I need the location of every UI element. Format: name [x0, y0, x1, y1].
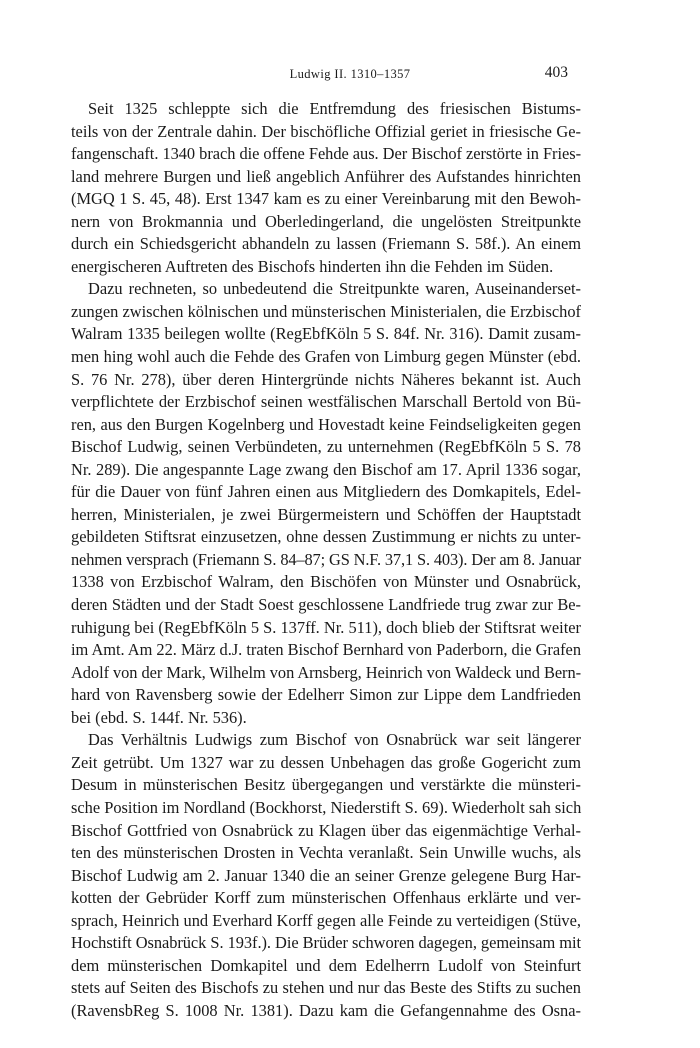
text-line: men hing wohl auch die Fehde des Grafen von Limburg gegen Münster (ebd.: [71, 347, 581, 367]
text-line: Das Verhältnis Ludwigs zum Bischof von Osnabrück war seit längerer: [88, 730, 581, 750]
text-line: fangenschaft. 1340 brach die offene Fehde aus. Der Bischof zerstörte in Fries-: [71, 144, 581, 164]
text-line: Desum in münsterischen Besitz übergegangen und verstärkte die münsteri-: [71, 775, 581, 795]
text-line: ruhigung bei (RegEbfKöln 5 S. 137ff. Nr. 511), doch blieb der Stiftsrat weiter: [71, 617, 581, 637]
text-line: im Amt. Am 22. März d.J. traten Bischof Bernhard von Paderborn, die Grafen: [71, 640, 581, 660]
text-line: Walram 1335 beilegen wollte (RegEbfKöln 5 S. 84f. Nr. 316). Damit zusam-: [71, 324, 581, 344]
text-line: kotten der Gebrüder Korff zum münsterischen Offenhaus erklärte und ver-: [71, 888, 581, 908]
text-line: verpflichtete der Erzbischof seinen westfälischen Marschall Bertold von Bü-: [71, 392, 581, 412]
text-line: Adolf von der Mark, Wilhelm von Arnsberg, Heinrich von Waldeck und Bern-: [71, 662, 581, 682]
text-line: (RavensbReg S. 1008 Nr. 1381). Dazu kam die Gefangennahme des Osna-: [71, 1000, 581, 1020]
text-line: deren Städten und der Stadt Soest geschlossene Landfriede trug zwar zur Be-: [71, 595, 581, 615]
text-line: teils von der Zentrale dahin. Der bischöfliche Offizial geriet in friesische Ge-: [71, 121, 581, 141]
page-header: [0, 64, 700, 84]
text-line: Bischof Gottfried von Osnabrück zu Klagen über das eigenmächtige Verhal-: [71, 820, 581, 840]
text-line: durch ein Schiedsgericht abhandeln zu lassen (Friemann S. 58f.). An einem: [71, 234, 581, 254]
text-line: bei (ebd. S. 144f. Nr. 536).: [71, 707, 247, 727]
running-title: Ludwig II. 1310–1357: [289, 67, 411, 81]
text-line: Zeit getrübt. Um 1327 war zu dessen Unbehagen das große Gogericht zum: [71, 752, 581, 772]
text-line: ten des münsterischen Drosten in Vechta veranlaßt. Sein Unwille wuchs, als: [71, 843, 581, 863]
text-line: zungen zwischen kölnischen und münsterischen Ministerialen, die Erzbischof: [71, 301, 581, 321]
text-line: stets auf Seiten des Bischofs zu stehen und nur das Beste des Stifts zu suchen: [71, 978, 581, 998]
text-line: nern von Brokmannia und Oberledingerland, die ungelösten Streitpunkte: [71, 211, 581, 231]
page-number: 403: [544, 64, 568, 81]
text-line: hard von Ravensberg sowie der Edelherr Simon zur Lippe dem Landfrieden: [71, 685, 581, 705]
text-line: sprach, Heinrich und Everhard Korff gegen alle Feinde zu verteidigen (Stüve,: [71, 910, 581, 930]
text-line: dem münsterischen Domkapitel und dem Edelherrn Ludolf von Steinfurt: [71, 955, 581, 975]
text-line: sche Position im Nordland (Bockhorst, Niederstift S. 69). Wiederholt sah sich: [71, 797, 582, 817]
text-line: ren, aus den Burgen Kogelnberg und Hovestadt keine Feindseligkeiten gegen: [71, 414, 581, 434]
text-line: Seit 1325 schleppte sich die Entfremdung des friesischen Bistums-: [88, 99, 581, 118]
text-line: land mehrere Burgen und ließ angeblich Anführer des Aufstandes hinrichten: [71, 166, 581, 186]
text-line: Hochstift Osnabrück S. 193f.). Die Brüder schworen dagegen, gemeinsam mit: [71, 933, 581, 953]
text-line: für die Dauer von fünf Jahren einen aus Mitgliedern des Domkapitels, Edel-: [71, 482, 581, 502]
text-line: gebildeten Stiftsrat einzusetzen, ohne dessen Zustimmung er nichts zu unter-: [71, 527, 581, 547]
text-line: energischeren Auftreten des Bischofs hinderten ihn die Fehden im Süden.: [71, 256, 554, 276]
text-line: herren, Ministerialen, je zwei Bürgermeistern und Schöffen der Hauptstadt: [71, 504, 581, 524]
text-line: Nr. 289). Die angespannte Lage zwang den Bischof am 17. April 1336 sogar,: [71, 459, 581, 479]
text-line: Bischof Ludwig, seinen Verbündeten, zu unternehmen (RegEbfKöln 5 S. 78: [71, 437, 581, 457]
text-line: nehmen versprach (Friemann S. 84–87; GS N.F. 37,1 S. 403). Der am 8. Januar: [71, 549, 582, 569]
text-line: S. 76 Nr. 278), über deren Hintergründe nichts Näheres bekannt ist. Auch: [71, 369, 581, 389]
text-line: Dazu rechneten, so unbedeutend die Streitpunkte waren, Auseinanderset-: [88, 279, 581, 299]
text-line: 1338 von Erzbischof Walram, den Bischöfen von Münster und Osnabrück,: [71, 572, 581, 592]
body-text: [71, 98, 581, 1022]
text-line: (MGQ 1 S. 45, 48). Erst 1347 kam es zu einer Vereinbarung mit den Bewoh-: [71, 189, 581, 209]
text-line: Bischof Ludwig am 2. Januar 1340 die an seiner Grenze gelegene Burg Har-: [71, 865, 581, 885]
